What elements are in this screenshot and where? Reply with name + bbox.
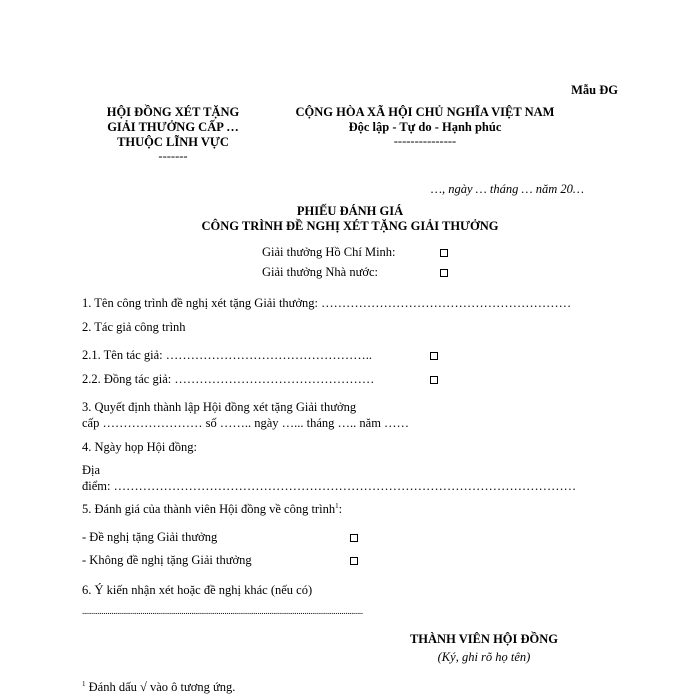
title-line-1: PHIẾU ĐÁNH GIÁ xyxy=(296,204,404,218)
council-header xyxy=(88,105,258,162)
council-line-2: GIẢI THƯỞNG CẤP … xyxy=(107,120,239,134)
footnote-text: Đánh dấu √ vào ô tương ứng. xyxy=(85,680,236,695)
section-4-meeting-date: 4. Ngày họp Hội đồng: xyxy=(82,440,197,454)
section-3-decision: 3. Quyết định thành lập Hội đồng xét tặng Giải thưởng xyxy=(82,400,357,414)
form-code: Mẫu ĐG xyxy=(571,83,618,97)
comments-dotted-line: ................................................................................................................................................ xyxy=(82,606,363,616)
council-rule: ------- xyxy=(158,149,188,163)
award-option-state-checkbox[interactable] xyxy=(440,269,448,277)
footnote-ref: 1 xyxy=(335,502,339,510)
section-4-place: điểm: ………………………………………………………………………………………………… xyxy=(82,479,577,493)
not-recommend-award-checkbox[interactable] xyxy=(350,557,358,565)
section-2-authors: 2. Tác giả công trình xyxy=(82,320,186,334)
section-5-evaluation xyxy=(82,502,342,517)
not-recommend-award-label: - Không đề nghị tặng Giải thưởng xyxy=(82,553,252,567)
national-rule: --------------- xyxy=(393,134,457,148)
section-3-decision-details: cấp …………………… số …….. ngày …... tháng ….. năm …… xyxy=(82,416,410,430)
section-6-comments: 6. Ý kiến nhận xét hoặc đề nghị khác (nếu có) xyxy=(82,583,313,597)
recommend-award-checkbox[interactable] xyxy=(350,534,358,542)
award-option-state-label: Giải thưởng Nhà nước: xyxy=(262,265,378,279)
signature-note: (Ký, ghi rõ họ tên) xyxy=(437,650,531,664)
national-header xyxy=(270,105,580,147)
section-2-2-coauthor: 2.2. Đồng tác giả: ………………………………………… xyxy=(82,372,375,386)
council-line-1: HỘI ĐỒNG XÉT TẶNG xyxy=(106,105,240,119)
council-line-3: THUỘC LĨNH VỰC xyxy=(117,135,229,149)
signature-title: THÀNH VIÊN HỘI ĐỒNG xyxy=(409,632,559,646)
section-4-place-label: Địa xyxy=(82,463,101,477)
section-5-text: 5. Đánh giá của thành viên Hội đồng về công trình xyxy=(82,502,336,517)
date-line: …, ngày … tháng … năm 20… xyxy=(430,182,584,196)
coauthor-checkbox[interactable] xyxy=(430,376,438,384)
title-line-2: CÔNG TRÌNH ĐỀ NGHỊ XÉT TẶNG GIẢI THƯỞNG xyxy=(201,219,499,233)
national-line-1: CỘNG HÒA XÃ HỘI CHỦ NGHĨA VIỆT NAM xyxy=(295,105,555,119)
section-2-1-author: 2.1. Tên tác giả: ………………………………………….. xyxy=(82,348,373,362)
section-5-colon: : xyxy=(338,502,343,517)
section-1-work-name: 1. Tên công trình đề nghị xét tặng Giải thưởng: …………………………………………………… xyxy=(82,296,572,310)
footnote-mark: 1 xyxy=(82,680,86,688)
footnote xyxy=(82,680,235,695)
award-option-hcm-label: Giải thưởng Hồ Chí Minh: xyxy=(262,245,396,259)
author-checkbox[interactable] xyxy=(430,352,438,360)
award-option-hcm-checkbox[interactable] xyxy=(440,249,448,257)
recommend-award-label: - Đề nghị tặng Giải thưởng xyxy=(82,530,218,544)
form-title xyxy=(150,204,550,234)
national-line-2: Độc lập - Tự do - Hạnh phúc xyxy=(348,120,502,134)
